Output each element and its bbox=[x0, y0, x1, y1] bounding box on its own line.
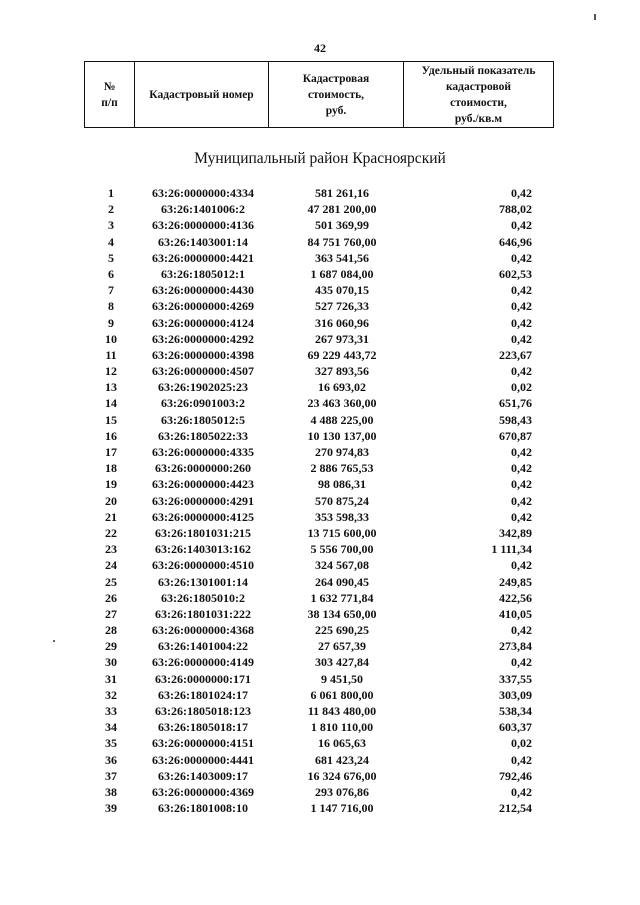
row-number: 14 bbox=[105, 396, 117, 411]
row-cadastral-number: 63:26:0901003:2 bbox=[161, 396, 245, 411]
table-row bbox=[90, 510, 560, 526]
row-cadastral-number: 63:26:1401006:2 bbox=[161, 202, 245, 217]
row-cadastral-number: 63:26:1403001:14 bbox=[158, 234, 248, 249]
row-number: 35 bbox=[105, 736, 117, 751]
row-cadastral-cost: 69 229 443,72 bbox=[307, 347, 377, 362]
scan-mark bbox=[53, 640, 55, 642]
table-row bbox=[90, 364, 560, 380]
row-number: 28 bbox=[105, 623, 117, 638]
row-cadastral-cost: 501 369,99 bbox=[315, 218, 369, 233]
row-number: 23 bbox=[105, 542, 117, 557]
row-cadastral-number: 63:26:0000000:260 bbox=[155, 461, 251, 476]
table-row bbox=[90, 672, 560, 688]
row-specific-index: 788,02 bbox=[499, 202, 532, 217]
table-row bbox=[90, 526, 560, 542]
row-number: 19 bbox=[105, 477, 117, 492]
header-cost-line3: руб. bbox=[325, 104, 347, 117]
row-number: 7 bbox=[108, 283, 114, 298]
table-row bbox=[90, 283, 560, 299]
table-row bbox=[90, 575, 560, 591]
row-cadastral-number: 63:26:1403013:162 bbox=[155, 542, 251, 557]
row-number: 25 bbox=[105, 574, 117, 589]
row-specific-index: 303,09 bbox=[499, 687, 532, 702]
row-cadastral-number: 63:26:0000000:4291 bbox=[152, 493, 254, 508]
row-number: 2 bbox=[108, 202, 114, 217]
table-row bbox=[90, 332, 560, 348]
scan-mark bbox=[594, 14, 596, 20]
row-specific-index: 0,42 bbox=[511, 477, 532, 492]
row-cadastral-number: 63:26:1902025:23 bbox=[158, 380, 248, 395]
row-number: 24 bbox=[105, 558, 117, 573]
row-specific-index: 0,42 bbox=[511, 655, 532, 670]
district-title: Муниципальный район Красноярский bbox=[194, 150, 446, 167]
row-cadastral-cost: 327 893,56 bbox=[315, 364, 369, 379]
row-cadastral-cost: 293 076,86 bbox=[315, 784, 369, 799]
row-cadastral-cost: 6 061 800,00 bbox=[310, 687, 374, 702]
row-specific-index: 0,42 bbox=[511, 509, 532, 524]
row-cadastral-number: 63:26:0000000:4507 bbox=[152, 364, 254, 379]
header-cadastral-label: Кадастровый номер bbox=[149, 88, 254, 101]
header-spec-line4: руб./кв.м bbox=[454, 112, 503, 125]
data-table-body bbox=[90, 186, 560, 817]
row-specific-index: 0,02 bbox=[511, 736, 532, 751]
row-number: 39 bbox=[105, 801, 117, 816]
header-number-line2: п/п bbox=[101, 96, 118, 109]
table-row bbox=[90, 202, 560, 218]
row-cadastral-cost: 267 973,31 bbox=[315, 331, 369, 346]
header-spec-line1: Удельный показатель bbox=[421, 64, 536, 77]
row-cadastral-cost: 435 070,15 bbox=[315, 283, 369, 298]
row-number: 38 bbox=[105, 784, 117, 799]
row-cadastral-number: 63:26:1801031:222 bbox=[155, 606, 251, 621]
header-spec-line3: стоимости, bbox=[450, 96, 507, 109]
row-cadastral-cost: 264 090,45 bbox=[315, 574, 369, 589]
table-row bbox=[90, 785, 560, 801]
row-number: 36 bbox=[105, 752, 117, 767]
table-row bbox=[90, 607, 560, 623]
row-cadastral-cost: 303 427,84 bbox=[315, 655, 369, 670]
row-cadastral-cost: 10 130 137,00 bbox=[307, 428, 377, 443]
table-row bbox=[90, 186, 560, 202]
table-row bbox=[90, 736, 560, 752]
row-cadastral-number: 63:26:0000000:4441 bbox=[152, 752, 254, 767]
row-cadastral-number: 63:26:0000000:4151 bbox=[152, 736, 254, 751]
row-cadastral-number: 63:26:0000000:4136 bbox=[152, 218, 254, 233]
row-cadastral-number: 63:26:1805010:2 bbox=[161, 590, 245, 605]
row-cadastral-cost: 353 598,33 bbox=[315, 509, 369, 524]
row-cadastral-cost: 1 632 771,84 bbox=[310, 590, 374, 605]
row-cadastral-cost: 16 324 676,00 bbox=[307, 768, 377, 783]
table-row bbox=[90, 753, 560, 769]
row-cadastral-cost: 1 147 716,00 bbox=[310, 801, 374, 816]
row-specific-index: 792,46 bbox=[499, 768, 532, 783]
header-cost-line1: Кадастровая bbox=[302, 72, 370, 85]
row-cadastral-cost: 527 726,33 bbox=[315, 299, 369, 314]
row-specific-index: 337,55 bbox=[499, 671, 532, 686]
row-specific-index: 212,54 bbox=[499, 801, 532, 816]
row-cadastral-number: 63:26:0000000:4510 bbox=[152, 558, 254, 573]
row-number: 18 bbox=[105, 461, 117, 476]
row-cadastral-number: 63:26:0000000:4421 bbox=[152, 250, 254, 265]
row-specific-index: 0,42 bbox=[511, 784, 532, 799]
row-cadastral-number: 63:26:0000000:4430 bbox=[152, 283, 254, 298]
header-spec-line2: кадастровой bbox=[445, 80, 512, 93]
table-row bbox=[90, 639, 560, 655]
row-cadastral-number: 63:26:0000000:4124 bbox=[152, 315, 254, 330]
row-number: 30 bbox=[105, 655, 117, 670]
table-row bbox=[90, 267, 560, 283]
row-specific-index: 410,05 bbox=[499, 606, 532, 621]
table-row bbox=[90, 413, 560, 429]
table-row bbox=[90, 655, 560, 671]
header-col-number bbox=[85, 62, 135, 128]
row-cadastral-number: 63:26:0000000:171 bbox=[155, 671, 251, 686]
header-col-specific-index bbox=[404, 62, 554, 128]
row-specific-index: 0,42 bbox=[511, 250, 532, 265]
row-cadastral-number: 63:26:0000000:4292 bbox=[152, 331, 254, 346]
table-row bbox=[90, 429, 560, 445]
row-cadastral-cost: 38 134 650,00 bbox=[307, 606, 377, 621]
row-number: 29 bbox=[105, 639, 117, 654]
row-cadastral-cost: 23 463 360,00 bbox=[307, 396, 377, 411]
table-row bbox=[90, 477, 560, 493]
row-specific-index: 273,84 bbox=[499, 639, 532, 654]
row-cadastral-number: 63:26:1805012:1 bbox=[161, 266, 245, 281]
row-specific-index: 422,56 bbox=[499, 590, 532, 605]
table-row bbox=[90, 801, 560, 817]
table-row bbox=[90, 623, 560, 639]
row-cadastral-number: 63:26:1403009:17 bbox=[158, 768, 248, 783]
row-cadastral-cost: 363 541,56 bbox=[315, 250, 369, 265]
row-number: 5 bbox=[108, 250, 114, 265]
table-row bbox=[90, 720, 560, 736]
row-specific-index: 1 111,34 bbox=[491, 542, 532, 557]
row-number: 22 bbox=[105, 525, 117, 540]
row-specific-index: 0,42 bbox=[511, 445, 532, 459]
table-row bbox=[90, 396, 560, 412]
row-specific-index: 0,42 bbox=[511, 299, 532, 314]
row-specific-index: 0,42 bbox=[511, 493, 532, 508]
row-cadastral-cost: 225 690,25 bbox=[315, 623, 369, 638]
row-cadastral-cost: 16 065,63 bbox=[318, 736, 366, 751]
row-number: 1 bbox=[108, 186, 114, 200]
row-cadastral-cost: 5 556 700,00 bbox=[310, 542, 374, 557]
row-number: 26 bbox=[105, 590, 117, 605]
row-cadastral-cost: 9 451,50 bbox=[321, 671, 363, 686]
row-specific-index: 598,43 bbox=[499, 412, 532, 427]
row-cadastral-number: 63:26:0000000:4334 bbox=[152, 186, 254, 200]
row-cadastral-cost: 316 060,96 bbox=[315, 315, 369, 330]
header-table bbox=[84, 61, 554, 128]
row-cadastral-number: 63:26:0000000:4423 bbox=[152, 477, 254, 492]
row-cadastral-cost: 16 693,02 bbox=[318, 380, 366, 395]
row-number: 6 bbox=[108, 266, 114, 281]
row-cadastral-cost: 11 843 480,00 bbox=[307, 704, 377, 718]
table-row bbox=[90, 769, 560, 785]
row-specific-index: 0,42 bbox=[511, 623, 532, 638]
page-number: 42 bbox=[314, 41, 326, 55]
row-specific-index: 0,42 bbox=[511, 283, 532, 298]
row-number: 17 bbox=[105, 445, 117, 459]
row-cadastral-number: 63:26:0000000:4269 bbox=[152, 299, 254, 314]
row-specific-index: 0,42 bbox=[511, 752, 532, 767]
row-specific-index: 0,42 bbox=[511, 558, 532, 573]
header-number-line1: № bbox=[103, 80, 116, 93]
row-cadastral-number: 63:26:1801024:17 bbox=[158, 687, 248, 702]
row-number: 33 bbox=[105, 704, 117, 718]
row-number: 31 bbox=[105, 671, 117, 686]
row-number: 3 bbox=[108, 218, 114, 233]
header-cost-line2: стоимость, bbox=[307, 88, 365, 101]
row-number: 4 bbox=[108, 234, 114, 249]
row-specific-index: 223,67 bbox=[499, 347, 532, 362]
table-row bbox=[90, 591, 560, 607]
row-cadastral-number: 63:26:0000000:4125 bbox=[152, 509, 254, 524]
row-specific-index: 603,37 bbox=[499, 720, 532, 735]
table-row bbox=[90, 218, 560, 234]
row-specific-index: 538,34 bbox=[499, 704, 532, 718]
row-cadastral-cost: 570 875,24 bbox=[315, 493, 369, 508]
row-number: 8 bbox=[108, 299, 114, 314]
table-row bbox=[90, 348, 560, 364]
row-specific-index: 651,76 bbox=[499, 396, 532, 411]
table-row bbox=[90, 445, 560, 461]
row-number: 37 bbox=[105, 768, 117, 783]
row-number: 13 bbox=[105, 380, 117, 395]
row-cadastral-number: 63:26:1801008:10 bbox=[158, 801, 248, 816]
table-row bbox=[90, 542, 560, 558]
row-cadastral-cost: 98 086,31 bbox=[318, 477, 366, 492]
row-number: 10 bbox=[105, 331, 117, 346]
row-cadastral-cost: 84 751 760,00 bbox=[307, 234, 377, 249]
row-cadastral-number: 63:26:1801031:215 bbox=[155, 525, 251, 540]
table-row bbox=[90, 688, 560, 704]
row-cadastral-cost: 581 261,16 bbox=[315, 186, 369, 200]
row-number: 12 bbox=[105, 364, 117, 379]
row-cadastral-number: 63:26:1805018:123 bbox=[155, 704, 251, 718]
table-row bbox=[90, 380, 560, 396]
row-cadastral-cost: 47 281 200,00 bbox=[307, 202, 377, 217]
row-cadastral-cost: 681 423,24 bbox=[315, 752, 369, 767]
table-row bbox=[90, 494, 560, 510]
row-cadastral-cost: 324 567,08 bbox=[315, 558, 369, 573]
row-cadastral-number: 63:26:1805018:17 bbox=[158, 720, 248, 735]
table-row bbox=[90, 235, 560, 251]
row-number: 11 bbox=[105, 347, 117, 362]
row-number: 34 bbox=[105, 720, 117, 735]
row-number: 16 bbox=[105, 428, 117, 443]
table-row bbox=[90, 558, 560, 574]
row-specific-index: 0,42 bbox=[511, 331, 532, 346]
table-row bbox=[90, 461, 560, 477]
row-number: 9 bbox=[108, 315, 114, 330]
row-cadastral-cost: 1 687 084,00 bbox=[310, 266, 374, 281]
row-cadastral-number: 63:26:0000000:4398 bbox=[152, 347, 254, 362]
row-cadastral-cost: 2 886 765,53 bbox=[310, 461, 374, 476]
row-cadastral-number: 63:26:1805022:33 bbox=[158, 428, 248, 443]
header-col-cadastral-number bbox=[135, 62, 269, 128]
row-specific-index: 249,85 bbox=[499, 574, 532, 589]
row-specific-index: 0,02 bbox=[511, 380, 532, 395]
row-specific-index: 0,42 bbox=[511, 218, 532, 233]
row-number: 15 bbox=[105, 412, 117, 427]
row-cadastral-cost: 4 488 225,00 bbox=[310, 412, 374, 427]
table-row bbox=[90, 316, 560, 332]
row-specific-index: 0,42 bbox=[511, 364, 532, 379]
row-number: 21 bbox=[105, 509, 117, 524]
row-specific-index: 0,42 bbox=[511, 315, 532, 330]
row-specific-index: 0,42 bbox=[511, 186, 532, 200]
row-cadastral-number: 63:26:0000000:4368 bbox=[152, 623, 254, 638]
row-cadastral-cost: 13 715 600,00 bbox=[307, 525, 377, 540]
row-cadastral-number: 63:26:1805012:5 bbox=[161, 412, 245, 427]
row-cadastral-number: 63:26:0000000:4369 bbox=[152, 784, 254, 799]
row-specific-index: 646,96 bbox=[499, 234, 532, 249]
row-cadastral-number: 63:26:0000000:4335 bbox=[152, 445, 254, 459]
row-cadastral-cost: 27 657,39 bbox=[318, 639, 366, 654]
row-specific-index: 670,87 bbox=[499, 428, 532, 443]
row-cadastral-number: 63:26:1401004:22 bbox=[158, 639, 248, 654]
row-cadastral-cost: 1 810 110,00 bbox=[310, 720, 374, 735]
table-row bbox=[90, 299, 560, 315]
table-row bbox=[90, 251, 560, 267]
row-cadastral-number: 63:26:0000000:4149 bbox=[152, 655, 254, 670]
row-number: 20 bbox=[105, 493, 117, 508]
table-row bbox=[90, 704, 560, 720]
row-specific-index: 602,53 bbox=[499, 266, 532, 281]
row-number: 27 bbox=[105, 606, 117, 621]
row-specific-index: 0,42 bbox=[511, 461, 532, 476]
row-specific-index: 342,89 bbox=[499, 525, 532, 540]
row-cadastral-cost: 270 974,83 bbox=[315, 445, 369, 459]
header-col-cadastral-cost bbox=[269, 62, 404, 128]
row-number: 32 bbox=[105, 687, 117, 702]
row-cadastral-number: 63:26:1301001:14 bbox=[158, 574, 248, 589]
